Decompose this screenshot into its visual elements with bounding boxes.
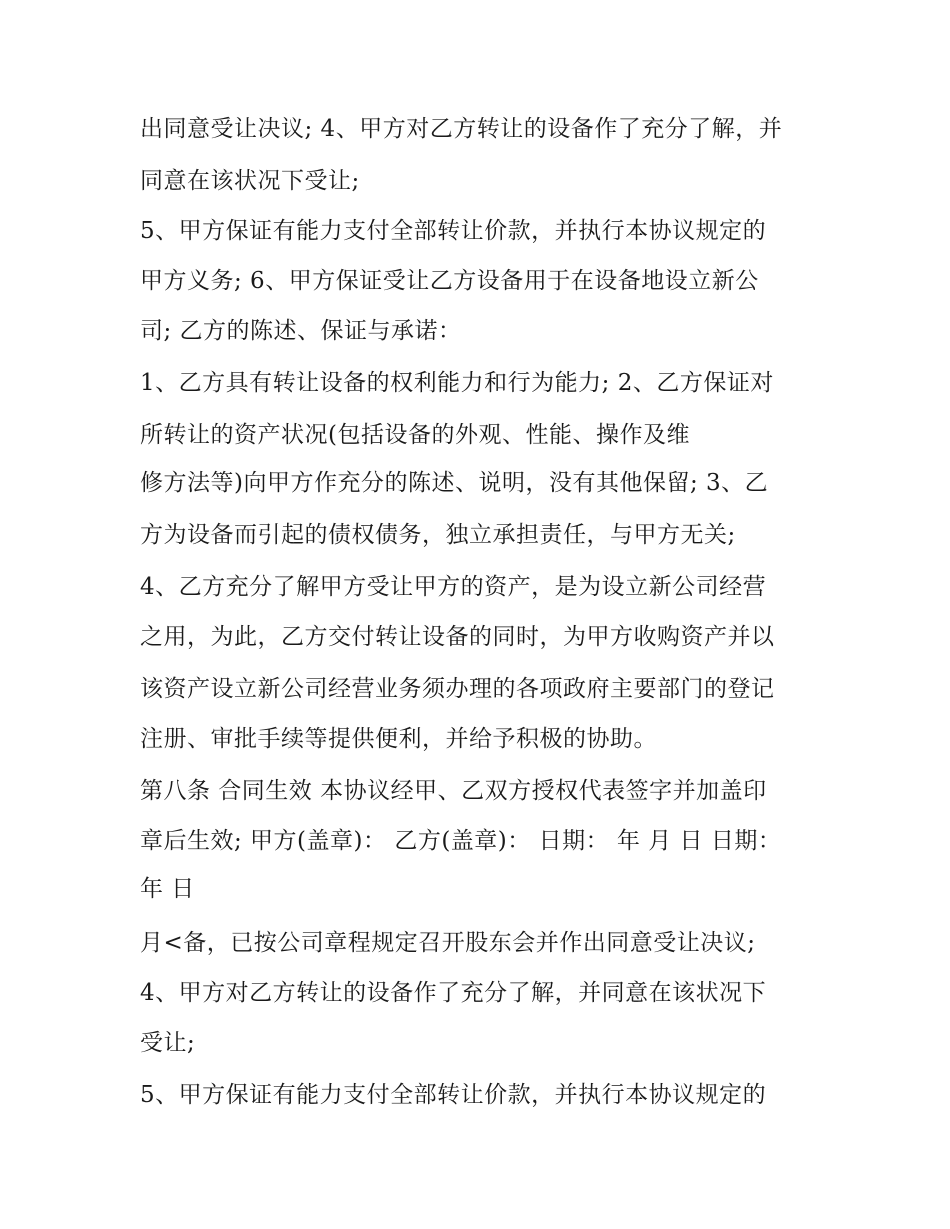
text-line: 受让; xyxy=(140,1030,196,1056)
text-line: 司; 乙方的陈述、保证与承诺： xyxy=(140,318,462,344)
text-line: 年 日 xyxy=(140,876,195,902)
text-line: 4、乙方充分了解甲方受让甲方的资产，是为设立新公司经营 xyxy=(140,574,767,600)
text-line: 出同意受让决议; 4、甲方对乙方转让的设备作了充分了解，并 xyxy=(140,116,783,142)
text-line: 4、甲方对乙方转让的设备作了充分了解，并同意在该状况下 xyxy=(140,980,767,1006)
text-line: 甲方义务; 6、甲方保证受让乙方设备用于在设备地设立新公 xyxy=(140,268,759,294)
text-line: 1、乙方具有转让设备的权利能力和行为能力; 2、乙方保证对 xyxy=(140,370,774,396)
text-line: 注册、审批手续等提供便利，并给予积极的协助。 xyxy=(140,726,657,752)
text-line: 该资产设立新公司经营业务须办理的各项政府主要部门的登记 xyxy=(140,676,775,702)
text-line: 5、甲方保证有能力支付全部转让价款，并执行本协议规定的 xyxy=(140,1082,767,1108)
text-line: 之用，为此，乙方交付转让设备的同时，为甲方收购资产并以 xyxy=(140,624,775,650)
text-line: 所转让的资产状况(包括设备的外观、性能、操作及维 xyxy=(140,422,690,448)
text-line: 5、甲方保证有能力支付全部转让价款，并执行本协议规定的 xyxy=(140,218,767,244)
text-line: 章后生效; 甲方(盖章)： 乙方(盖章)： 日期： 年 月 日 日期： xyxy=(140,828,782,854)
text-line: 第八条 合同生效 本协议经甲、乙双方授权代表签字并加盖印 xyxy=(140,778,767,804)
text-line: 月<备，已按公司章程规定召开股东会并作出同意受让决议; xyxy=(140,930,756,956)
text-line: 修方法等)向甲方作充分的陈述、说明，没有其他保留; 3、乙 xyxy=(140,470,769,496)
text-line: 方为设备而引起的债权债务，独立承担责任，与甲方无关; xyxy=(140,522,736,548)
text-line: 同意在该状况下受让; xyxy=(140,168,360,194)
